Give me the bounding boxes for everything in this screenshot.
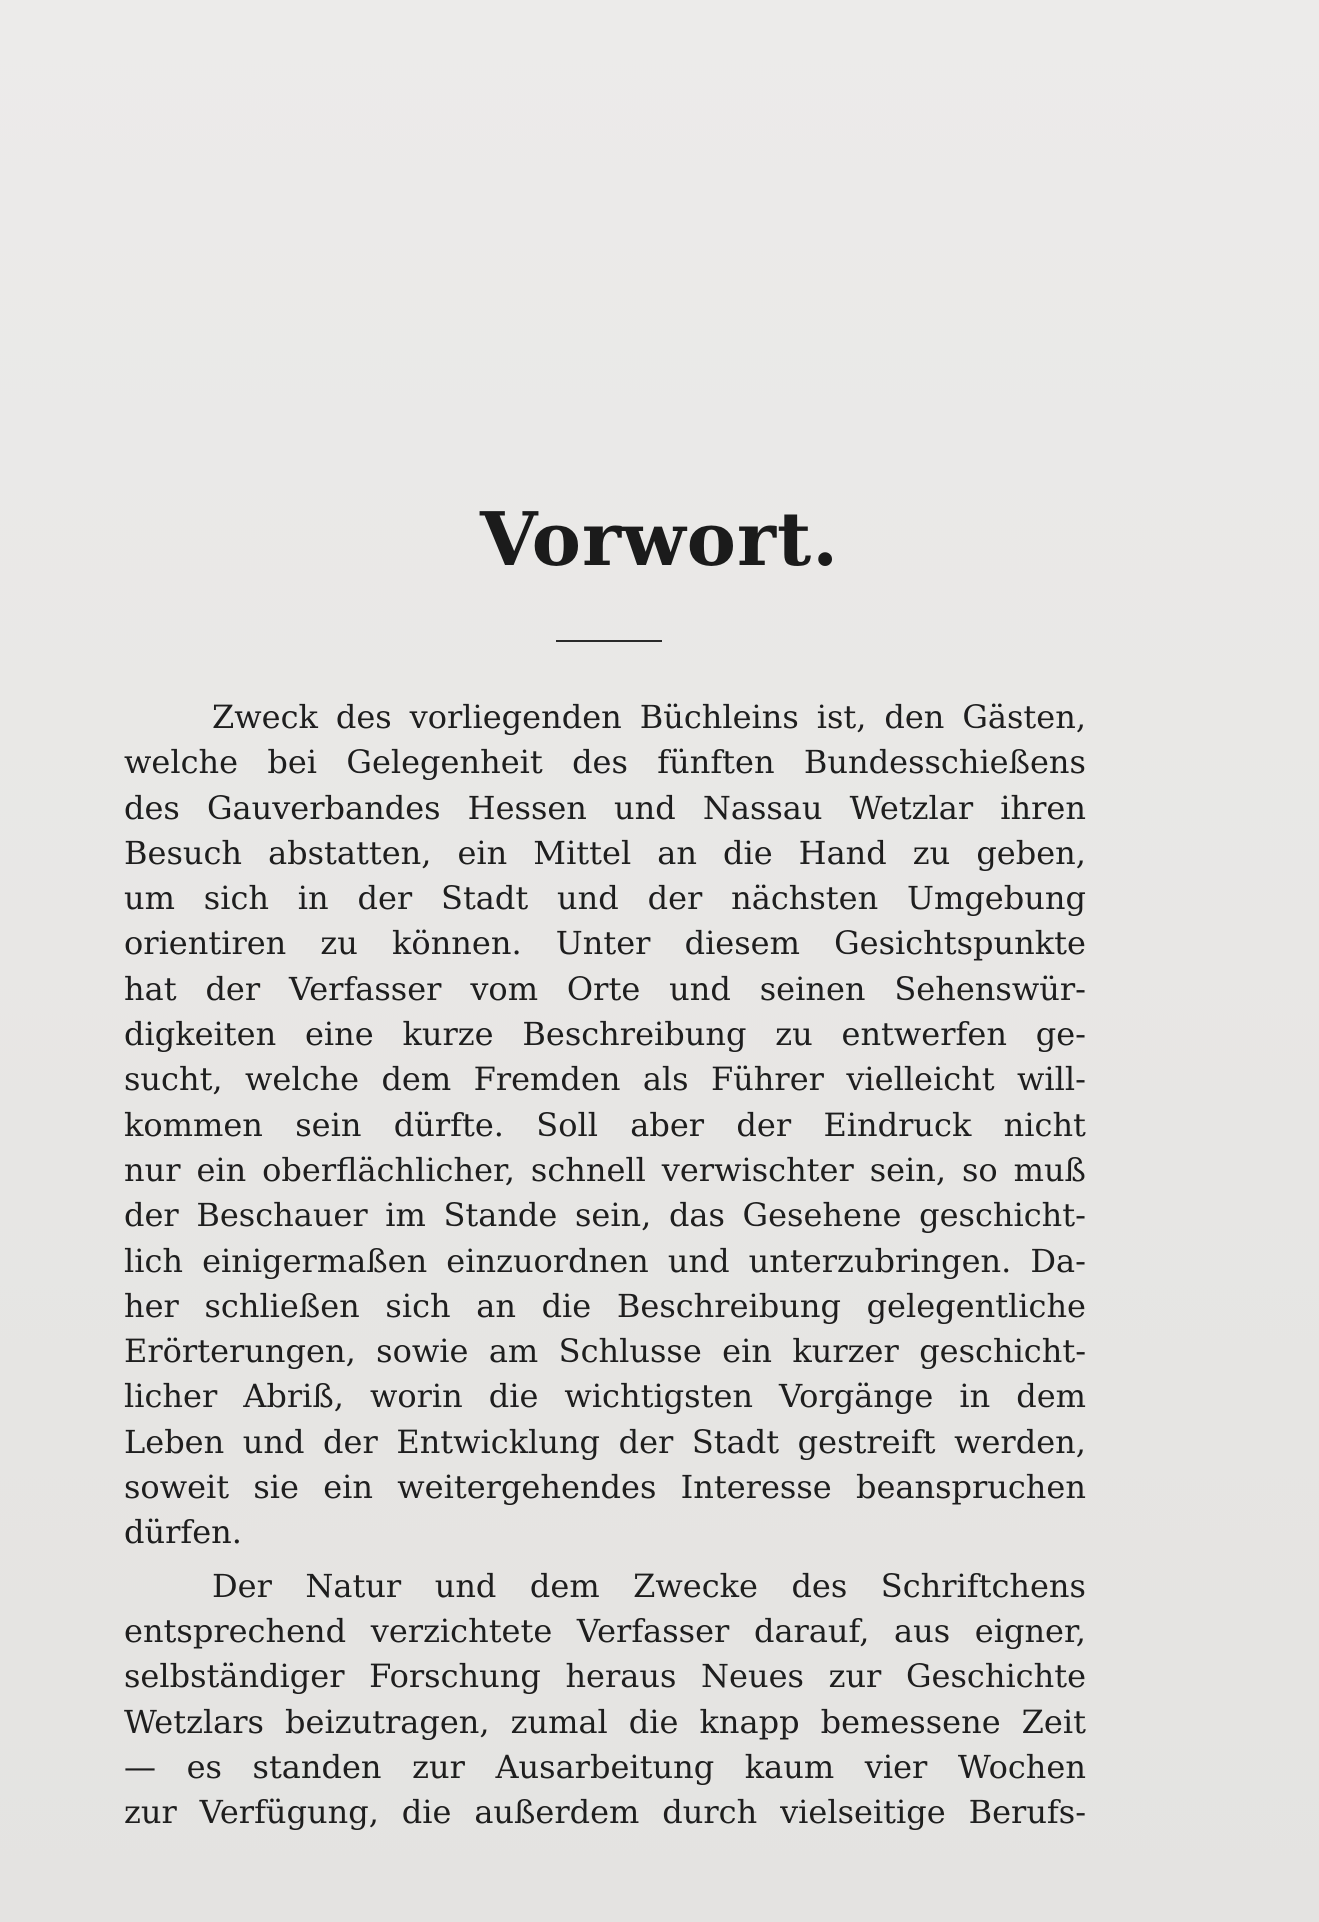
word: sein,	[869, 1150, 947, 1189]
word: oberflächlicher,	[262, 1150, 515, 1189]
word: Ausarbeitung	[495, 1747, 715, 1786]
word: dem	[529, 1566, 600, 1605]
word: weitergehendes	[397, 1468, 657, 1507]
word: Unter	[555, 924, 651, 963]
word: darauf,	[753, 1611, 870, 1650]
word: als	[642, 1060, 689, 1099]
word: in	[297, 879, 329, 918]
word: unterzubringen.	[748, 1241, 1012, 1280]
word: soweit	[124, 1468, 230, 1507]
word: der	[618, 1422, 674, 1461]
text-line	[124, 1329, 1086, 1374]
word: der	[736, 1105, 792, 1144]
text-line	[124, 1609, 1086, 1654]
word: verwischter	[661, 1150, 854, 1189]
word: werden,	[954, 1422, 1086, 1461]
word: Gelegenheit	[346, 743, 543, 782]
word: sich	[203, 879, 269, 918]
word: bemessene	[820, 1702, 1001, 1741]
word: der	[205, 969, 261, 1008]
text-line	[124, 1284, 1086, 1329]
word: Zweck	[212, 698, 318, 736]
word: Umgebung	[907, 879, 1086, 918]
word: vorliegenden	[409, 698, 622, 736]
word: und	[669, 969, 731, 1008]
word: kurzer	[792, 1332, 899, 1371]
word: Zeit	[1021, 1702, 1086, 1741]
text-line	[124, 1374, 1086, 1419]
word: einigermaßen	[202, 1241, 428, 1280]
word: Stadt	[441, 879, 529, 918]
word: und	[614, 788, 676, 827]
text-line	[124, 1193, 1086, 1238]
word: standen	[252, 1747, 382, 1786]
word: nur	[124, 1150, 181, 1189]
word: Natur	[305, 1566, 402, 1605]
text-line	[124, 1103, 1086, 1148]
word: und	[434, 1566, 497, 1605]
word: Soll	[536, 1105, 598, 1144]
word: Forschung	[369, 1657, 541, 1696]
word: die	[541, 1286, 592, 1325]
word: kurze	[402, 1015, 494, 1054]
word: sein	[295, 1105, 362, 1144]
word: gelegentliche	[866, 1286, 1086, 1325]
word: zur	[412, 1747, 465, 1786]
word: aber	[630, 1105, 705, 1144]
word: Orte	[566, 969, 641, 1008]
word: ein	[196, 1150, 247, 1189]
text-line	[124, 1057, 1086, 1102]
word: kaum	[744, 1747, 835, 1786]
word: Wetzlar	[849, 788, 974, 827]
text-line	[124, 740, 1086, 785]
body-text	[124, 695, 1086, 1835]
word: Sehenswür-	[894, 969, 1086, 1008]
word: zur	[828, 1657, 882, 1696]
word: nächsten	[731, 879, 879, 918]
word: heraus	[565, 1657, 677, 1696]
word: muß	[1013, 1150, 1086, 1189]
word: Gästen,	[962, 698, 1086, 736]
text-line	[124, 695, 1086, 740]
word: Besuch	[124, 833, 243, 872]
word: Berufs-	[968, 1793, 1086, 1832]
text-line	[124, 967, 1086, 1012]
word: und	[667, 1241, 730, 1280]
word: zu	[912, 833, 951, 872]
word: aus	[894, 1611, 951, 1650]
text-line	[124, 1239, 1086, 1284]
word: und	[242, 1422, 305, 1461]
word: seinen	[759, 969, 866, 1008]
word: können.	[392, 924, 522, 963]
word: verzichtete	[370, 1611, 553, 1650]
word: die	[401, 1793, 452, 1832]
word: einzuordnen	[446, 1241, 649, 1280]
word: Mittel	[533, 833, 632, 872]
word: vier	[864, 1747, 928, 1786]
word: die	[628, 1702, 679, 1741]
word: hat	[124, 969, 177, 1008]
word: her	[124, 1286, 179, 1325]
word: Gesehene	[742, 1196, 902, 1235]
word: Stande	[443, 1196, 558, 1235]
word: diesem	[684, 924, 800, 963]
word: dürfte.	[393, 1105, 504, 1144]
word: ein	[457, 833, 508, 872]
text-line	[124, 1148, 1086, 1193]
word: Der	[212, 1566, 272, 1605]
word: im	[385, 1196, 426, 1235]
word: den	[884, 698, 945, 736]
word: knapp	[699, 1702, 800, 1741]
word: des	[335, 698, 392, 736]
word: Beschauer	[196, 1196, 368, 1235]
word: dem	[381, 1060, 452, 1099]
word: ihren	[1000, 788, 1086, 827]
word: beizutragen,	[285, 1702, 490, 1741]
word: des	[572, 743, 628, 782]
word: es	[186, 1747, 222, 1786]
text-line	[124, 876, 1086, 921]
word: wichtigsten	[564, 1377, 753, 1416]
word: des	[124, 788, 180, 827]
word: Interesse	[680, 1468, 832, 1507]
word: sie	[253, 1468, 299, 1507]
word: abstatten,	[268, 833, 432, 872]
word: Bundesschießens	[803, 743, 1086, 782]
word: Büchleins	[639, 698, 799, 736]
word: die	[488, 1377, 539, 1416]
word: ist,	[816, 698, 867, 736]
word: in	[959, 1377, 991, 1416]
text-line	[124, 1510, 1086, 1555]
word: Wetzlars	[124, 1702, 264, 1741]
word: um	[124, 879, 175, 918]
word: Erörterungen,	[124, 1332, 356, 1371]
word: vielleicht	[846, 1060, 995, 1099]
word: das	[668, 1196, 725, 1235]
word: und	[557, 879, 619, 918]
word: eine	[304, 1015, 374, 1054]
word: Stadt	[691, 1422, 780, 1461]
page-title: Vorwort.	[480, 497, 839, 583]
word: Eindruck	[823, 1105, 972, 1144]
word: Vorgänge	[779, 1377, 934, 1416]
word: dürfen.	[124, 1513, 242, 1552]
word: schließen	[204, 1286, 360, 1325]
text-line	[124, 1465, 1086, 1510]
word: lich	[124, 1241, 183, 1280]
word: schnell	[530, 1150, 646, 1189]
text-line	[124, 786, 1086, 831]
word: Verfasser	[289, 969, 442, 1008]
word: vielseitige	[780, 1793, 946, 1832]
word: ein	[722, 1332, 772, 1371]
word: zur	[124, 1793, 177, 1832]
word: dem	[1016, 1377, 1086, 1416]
word: kommen	[124, 1105, 263, 1144]
text-line	[124, 1654, 1086, 1699]
word: der	[124, 1196, 179, 1235]
word: Zwecke	[633, 1566, 758, 1605]
word: welche	[124, 743, 239, 782]
word: —	[124, 1747, 156, 1786]
paragraph-gap	[124, 1556, 1086, 1564]
word: licher	[124, 1377, 218, 1416]
word: eigner,	[974, 1611, 1086, 1650]
word: Neues	[701, 1657, 804, 1696]
word: der	[357, 879, 413, 918]
word: sucht,	[124, 1060, 223, 1099]
word: nicht	[1003, 1105, 1086, 1144]
word: fünften	[657, 743, 775, 782]
word: der	[647, 879, 703, 918]
word: so	[961, 1150, 998, 1189]
text-line	[124, 1745, 1086, 1790]
text-line	[124, 1564, 1086, 1609]
word: an	[657, 833, 697, 872]
word: Verfasser	[576, 1611, 730, 1650]
word: Gauverbandes	[206, 788, 441, 827]
text-line	[124, 831, 1086, 876]
word: entwerfen	[841, 1015, 1007, 1054]
word: vom	[470, 969, 539, 1008]
word: Schlusse	[558, 1332, 702, 1371]
word: Entwicklung	[396, 1422, 601, 1461]
word: gestreift	[797, 1422, 936, 1461]
word: welche	[245, 1060, 360, 1099]
word: am	[488, 1332, 539, 1371]
word: sein,	[574, 1196, 652, 1235]
word: der	[323, 1422, 378, 1461]
word: ein	[323, 1468, 374, 1507]
word: Verfügung,	[199, 1793, 379, 1832]
title-divider	[556, 640, 662, 642]
word: an	[476, 1286, 516, 1325]
word: orientiren	[124, 924, 287, 963]
word: Hand	[798, 833, 887, 872]
word: Gesichtspunkte	[834, 924, 1086, 963]
word: entsprechend	[124, 1611, 347, 1650]
word: Fremden	[473, 1060, 621, 1099]
text-line	[124, 921, 1086, 966]
word: Schriftchens	[880, 1566, 1086, 1605]
word: geben,	[976, 833, 1086, 872]
text-line	[124, 1420, 1086, 1465]
word: Geschichte	[905, 1657, 1086, 1696]
word: Beschreibung	[522, 1015, 747, 1054]
word: bei	[267, 743, 318, 782]
word: durch	[662, 1793, 758, 1832]
word: zu	[775, 1015, 813, 1054]
word: Abriß,	[243, 1377, 344, 1416]
word: Da-	[1030, 1241, 1086, 1280]
word: sich	[385, 1286, 451, 1325]
word: Wochen	[957, 1747, 1086, 1786]
text-line	[124, 1700, 1086, 1745]
word: digkeiten	[124, 1015, 277, 1054]
word: Nassau	[702, 788, 823, 827]
word: Hessen	[467, 788, 587, 827]
word: zumal	[510, 1702, 608, 1741]
word: ge-	[1035, 1015, 1086, 1054]
word: des	[791, 1566, 848, 1605]
word: will-	[1017, 1060, 1086, 1099]
word: geschicht-	[919, 1196, 1086, 1235]
word: zu	[320, 924, 358, 963]
word: sowie	[376, 1332, 469, 1371]
word: außerdem	[474, 1793, 640, 1832]
word: die	[722, 833, 773, 872]
word: geschicht-	[919, 1332, 1086, 1371]
word: selbständiger	[124, 1657, 345, 1696]
word: Führer	[710, 1060, 824, 1099]
word: Leben	[124, 1422, 225, 1461]
word: beanspruchen	[855, 1468, 1086, 1507]
text-line	[124, 1012, 1086, 1057]
word: worin	[369, 1377, 463, 1416]
word: Beschreibung	[616, 1286, 841, 1325]
text-line	[124, 1790, 1086, 1835]
